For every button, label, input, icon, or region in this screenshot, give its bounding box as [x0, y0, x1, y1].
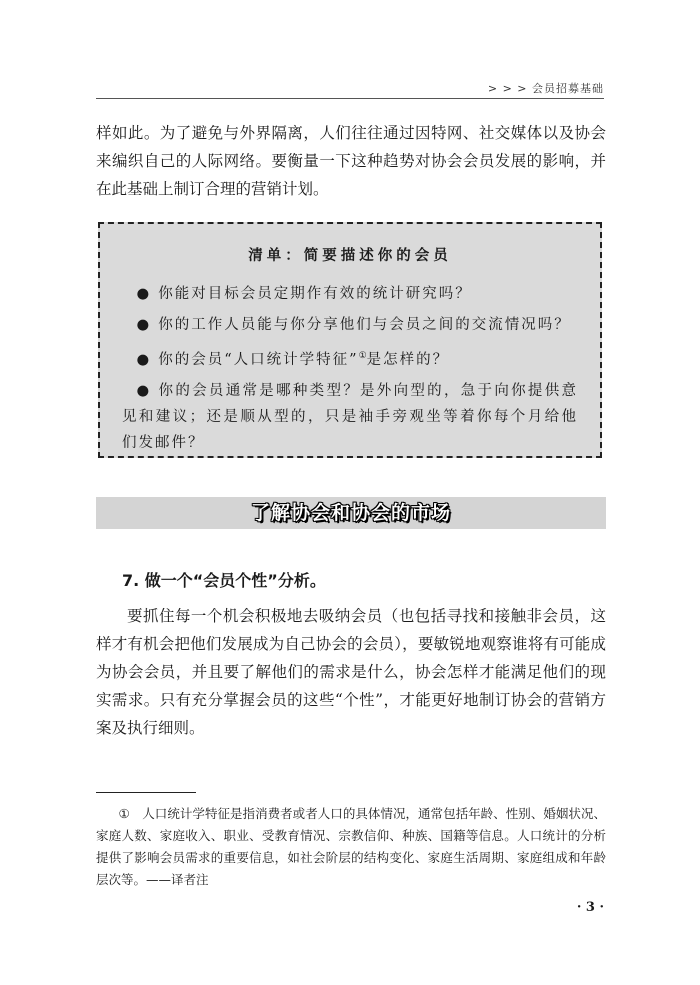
checklist-title: 清单：简要描述你的会员	[248, 248, 452, 264]
checklist-item: ● 你能对目标会员定期作有效的统计研究吗？	[136, 286, 472, 302]
checklist-list	[122, 281, 578, 456]
checklist-item: ● 你的工作人员能与你分享他们与会员之间的交流情况吗？	[136, 317, 571, 333]
section-title: 了解协会和协会的市场	[250, 502, 451, 524]
footnote: ① 人口统计学特征是指消费者或者人口的具体情况，通常包括年龄、性别、婚姻状况、家庭人数、家庭收入、职业、受教育情况、宗教信仰、种族、国籍等信息。人口统计的分析提供了影响会员需求的重要信息，如社会阶层的结构变化、家庭生活周期、家庭组成和年龄层次等。——译者注	[96, 806, 606, 887]
running-title: > > > 会员招募基础	[487, 82, 604, 95]
checklist-item: ● 你的会员通常是哪种类型？是外向型的，急于向你提供意见和建议；还是顺从型的，只是袖手旁观坐等着你每个月给他们发邮件？	[122, 382, 578, 451]
section-banner	[96, 497, 606, 529]
checklist-item-text: 你的会员“人口统计学特征”	[158, 351, 359, 368]
checklist-item-text: 是怎样的？	[366, 351, 450, 368]
header-rule	[96, 98, 604, 99]
body-paragraph: 要抓住每一个机会积极地去吸纳会员（也包括寻找和接触非会员，这样才有机会把他们发展成为自己协会的会员），要敏锐地观察谁将有可能成为协会会员，并且要了解他们的需求是什么，协会怎样才能满足他们的现实需求。只有充分掌握会员的这些“个性”，才能更好地制订协会的营销方案及执行细则。	[96, 607, 606, 737]
checklist-item-text: 你的会员通常是哪种类型？是外向型的，急于向你提供意见和建议；还是顺从型的，只是袖手旁观坐等着你每个月给他们发邮件？	[122, 382, 578, 451]
checklist-box	[98, 222, 602, 458]
page-number: · 3 ·	[576, 900, 604, 915]
footnote-reference[interactable]: ①	[358, 351, 367, 361]
subheading: 7. 做一个“会员个性”分析。	[122, 571, 326, 590]
checklist-item-text: 你的工作人员能与你分享他们与会员之间的交流情况吗？	[158, 317, 571, 333]
checklist-item-text: 你能对目标会员定期作有效的统计研究吗？	[158, 286, 472, 302]
checklist-item: ● 你的会员“人口统计学特征”①是怎样的？	[136, 351, 450, 368]
footnote-rule	[96, 792, 196, 793]
intro-paragraph: 样如此。为了避免与外界隔离，人们往往通过因特网、社交媒体以及协会来编织自己的人际网络。要衡量一下这种趋势对协会会员发展的影响，并在此基础上制订合理的营销计划。	[96, 124, 606, 198]
